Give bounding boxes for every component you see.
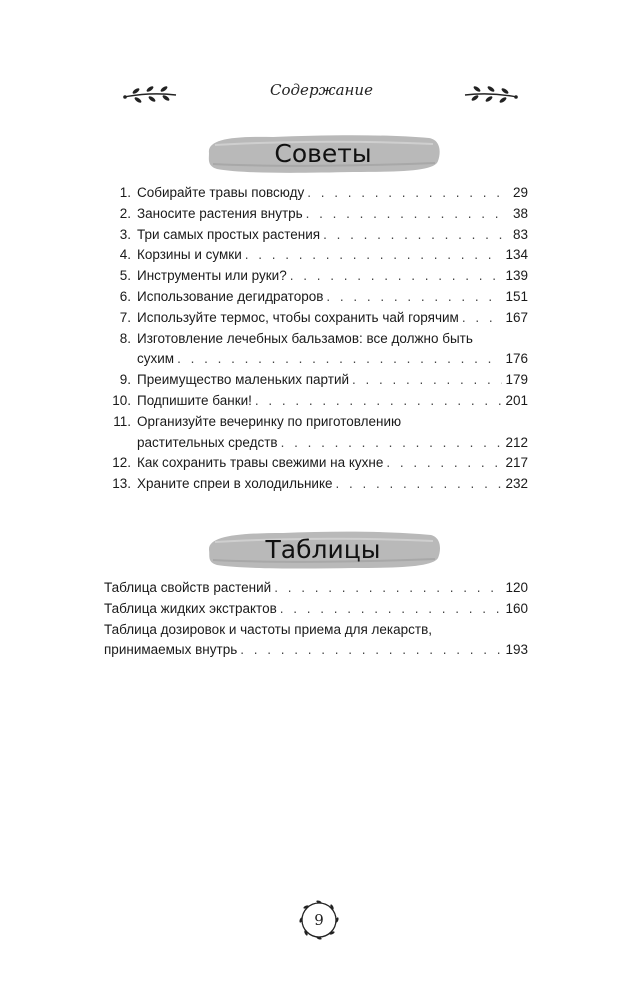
toc-list-tips — [104, 183, 528, 495]
entry-page: 38 — [512, 205, 528, 221]
dot-leader — [280, 599, 503, 620]
toc-list-tables — [104, 578, 528, 661]
dot-leader — [307, 183, 503, 204]
entry-number: 2. — [119, 205, 131, 221]
dot-leader — [306, 204, 503, 225]
entry-number: 1. — [119, 185, 131, 200]
dot-leader — [336, 474, 503, 495]
entry-title: Таблица свойств растений — [104, 580, 272, 595]
entry-title: Инструменты или руки? — [137, 268, 287, 284]
toc-entry[interactable] — [104, 578, 528, 599]
entry-title: Изготовление лечебных бальзамов: все должно быть — [137, 330, 473, 346]
dot-leader — [255, 391, 503, 412]
section-title: Советы — [274, 139, 372, 168]
toc-entry[interactable] — [104, 204, 528, 225]
entry-page: 193 — [505, 642, 528, 658]
entry-title-continuation: сухим — [137, 351, 175, 367]
dot-leader — [245, 245, 503, 266]
entry-number: 11. — [113, 413, 131, 429]
dot-leader — [274, 578, 502, 599]
entry-title: Таблица дозировок и частоты приема для лекарств, — [104, 621, 432, 637]
dot-leader — [281, 433, 503, 454]
page-number: 9 — [314, 911, 324, 929]
toc-entry-first-line[interactable] — [104, 412, 528, 433]
entry-page: 179 — [505, 372, 528, 388]
dot-leader — [323, 225, 503, 246]
page-number-wreath — [296, 897, 342, 943]
running-header — [0, 75, 643, 111]
entry-title-continuation: растительных средств — [137, 434, 278, 450]
entry-title: Корзины и сумки — [137, 247, 242, 263]
toc-entry[interactable] — [104, 287, 528, 308]
entry-title: Как сохранить травы свежими на кухне — [137, 455, 384, 471]
entry-title: Заносите растения внутрь — [137, 205, 303, 221]
toc-entry[interactable] — [104, 245, 528, 266]
entry-number: 12. — [112, 455, 131, 471]
toc-entry[interactable] — [104, 308, 528, 329]
dot-leader — [177, 349, 502, 370]
toc-entry-continuation[interactable] — [104, 640, 528, 661]
dot-leader — [326, 287, 502, 308]
entry-page: 217 — [505, 455, 528, 471]
entry-page: 176 — [505, 351, 528, 367]
dot-leader — [290, 266, 503, 287]
toc-entry-first-line[interactable] — [104, 329, 528, 350]
toc-entry[interactable] — [104, 370, 528, 391]
toc-entry[interactable] — [104, 183, 528, 204]
entry-page: 212 — [505, 434, 528, 450]
toc-entry[interactable] — [104, 453, 528, 474]
entry-page: 134 — [505, 247, 528, 263]
entry-page: 151 — [505, 288, 528, 304]
toc-entry-first-line[interactable] — [104, 620, 528, 641]
entry-page: 167 — [505, 309, 528, 325]
entry-title: Преимущество маленьких партий — [137, 372, 350, 388]
entry-number: 4. — [119, 247, 131, 263]
dot-leader — [352, 370, 502, 391]
section-banner-tables — [203, 527, 443, 573]
toc-entry-continuation[interactable] — [104, 433, 528, 454]
header-title: Содержание — [270, 81, 373, 99]
dot-leader — [386, 453, 502, 474]
entry-number: 9. — [119, 372, 131, 388]
dot-leader — [240, 640, 502, 661]
entry-title: Подпишите банки! — [137, 392, 252, 408]
sprig-right-icon — [463, 83, 519, 107]
toc-entry[interactable] — [104, 391, 528, 412]
entry-number: 8. — [119, 330, 131, 346]
toc-entry[interactable] — [104, 599, 528, 620]
entry-title: Собирайте травы повсюду — [137, 185, 305, 200]
entry-number: 7. — [119, 309, 131, 325]
entry-page: 83 — [512, 226, 528, 242]
toc-entry[interactable] — [104, 474, 528, 495]
toc-entry[interactable] — [104, 225, 528, 246]
entry-title: Организуйте вечеринку по приготовлению — [137, 413, 402, 429]
dot-leader — [462, 308, 503, 329]
entry-page: 120 — [505, 580, 528, 595]
section-title: Таблицы — [265, 535, 381, 564]
entry-title: Три самых простых растения — [137, 226, 321, 242]
entry-page: 139 — [505, 268, 528, 284]
entry-number: 5. — [119, 268, 131, 284]
entry-title: Таблица жидких экстрактов — [104, 600, 277, 616]
entry-number: 3. — [119, 226, 131, 242]
toc-entry-continuation[interactable] — [104, 349, 528, 370]
entry-page: 160 — [505, 600, 528, 616]
entry-title: Храните спреи в холодильнике — [137, 476, 333, 492]
entry-number: 6. — [119, 288, 131, 304]
entry-title: Использование дегидраторов — [137, 288, 324, 304]
entry-number: 10. — [112, 392, 131, 408]
entry-title-continuation: принимаемых внутрь — [104, 642, 238, 658]
toc-entry[interactable] — [104, 266, 528, 287]
section-banner-tips — [203, 131, 443, 177]
entry-number: 13. — [112, 476, 131, 492]
entry-page: 29 — [512, 185, 528, 200]
entry-title: Используйте термос, чтобы сохранить чай горячим — [137, 309, 459, 325]
entry-page: 232 — [505, 476, 528, 492]
entry-page: 201 — [505, 392, 528, 408]
